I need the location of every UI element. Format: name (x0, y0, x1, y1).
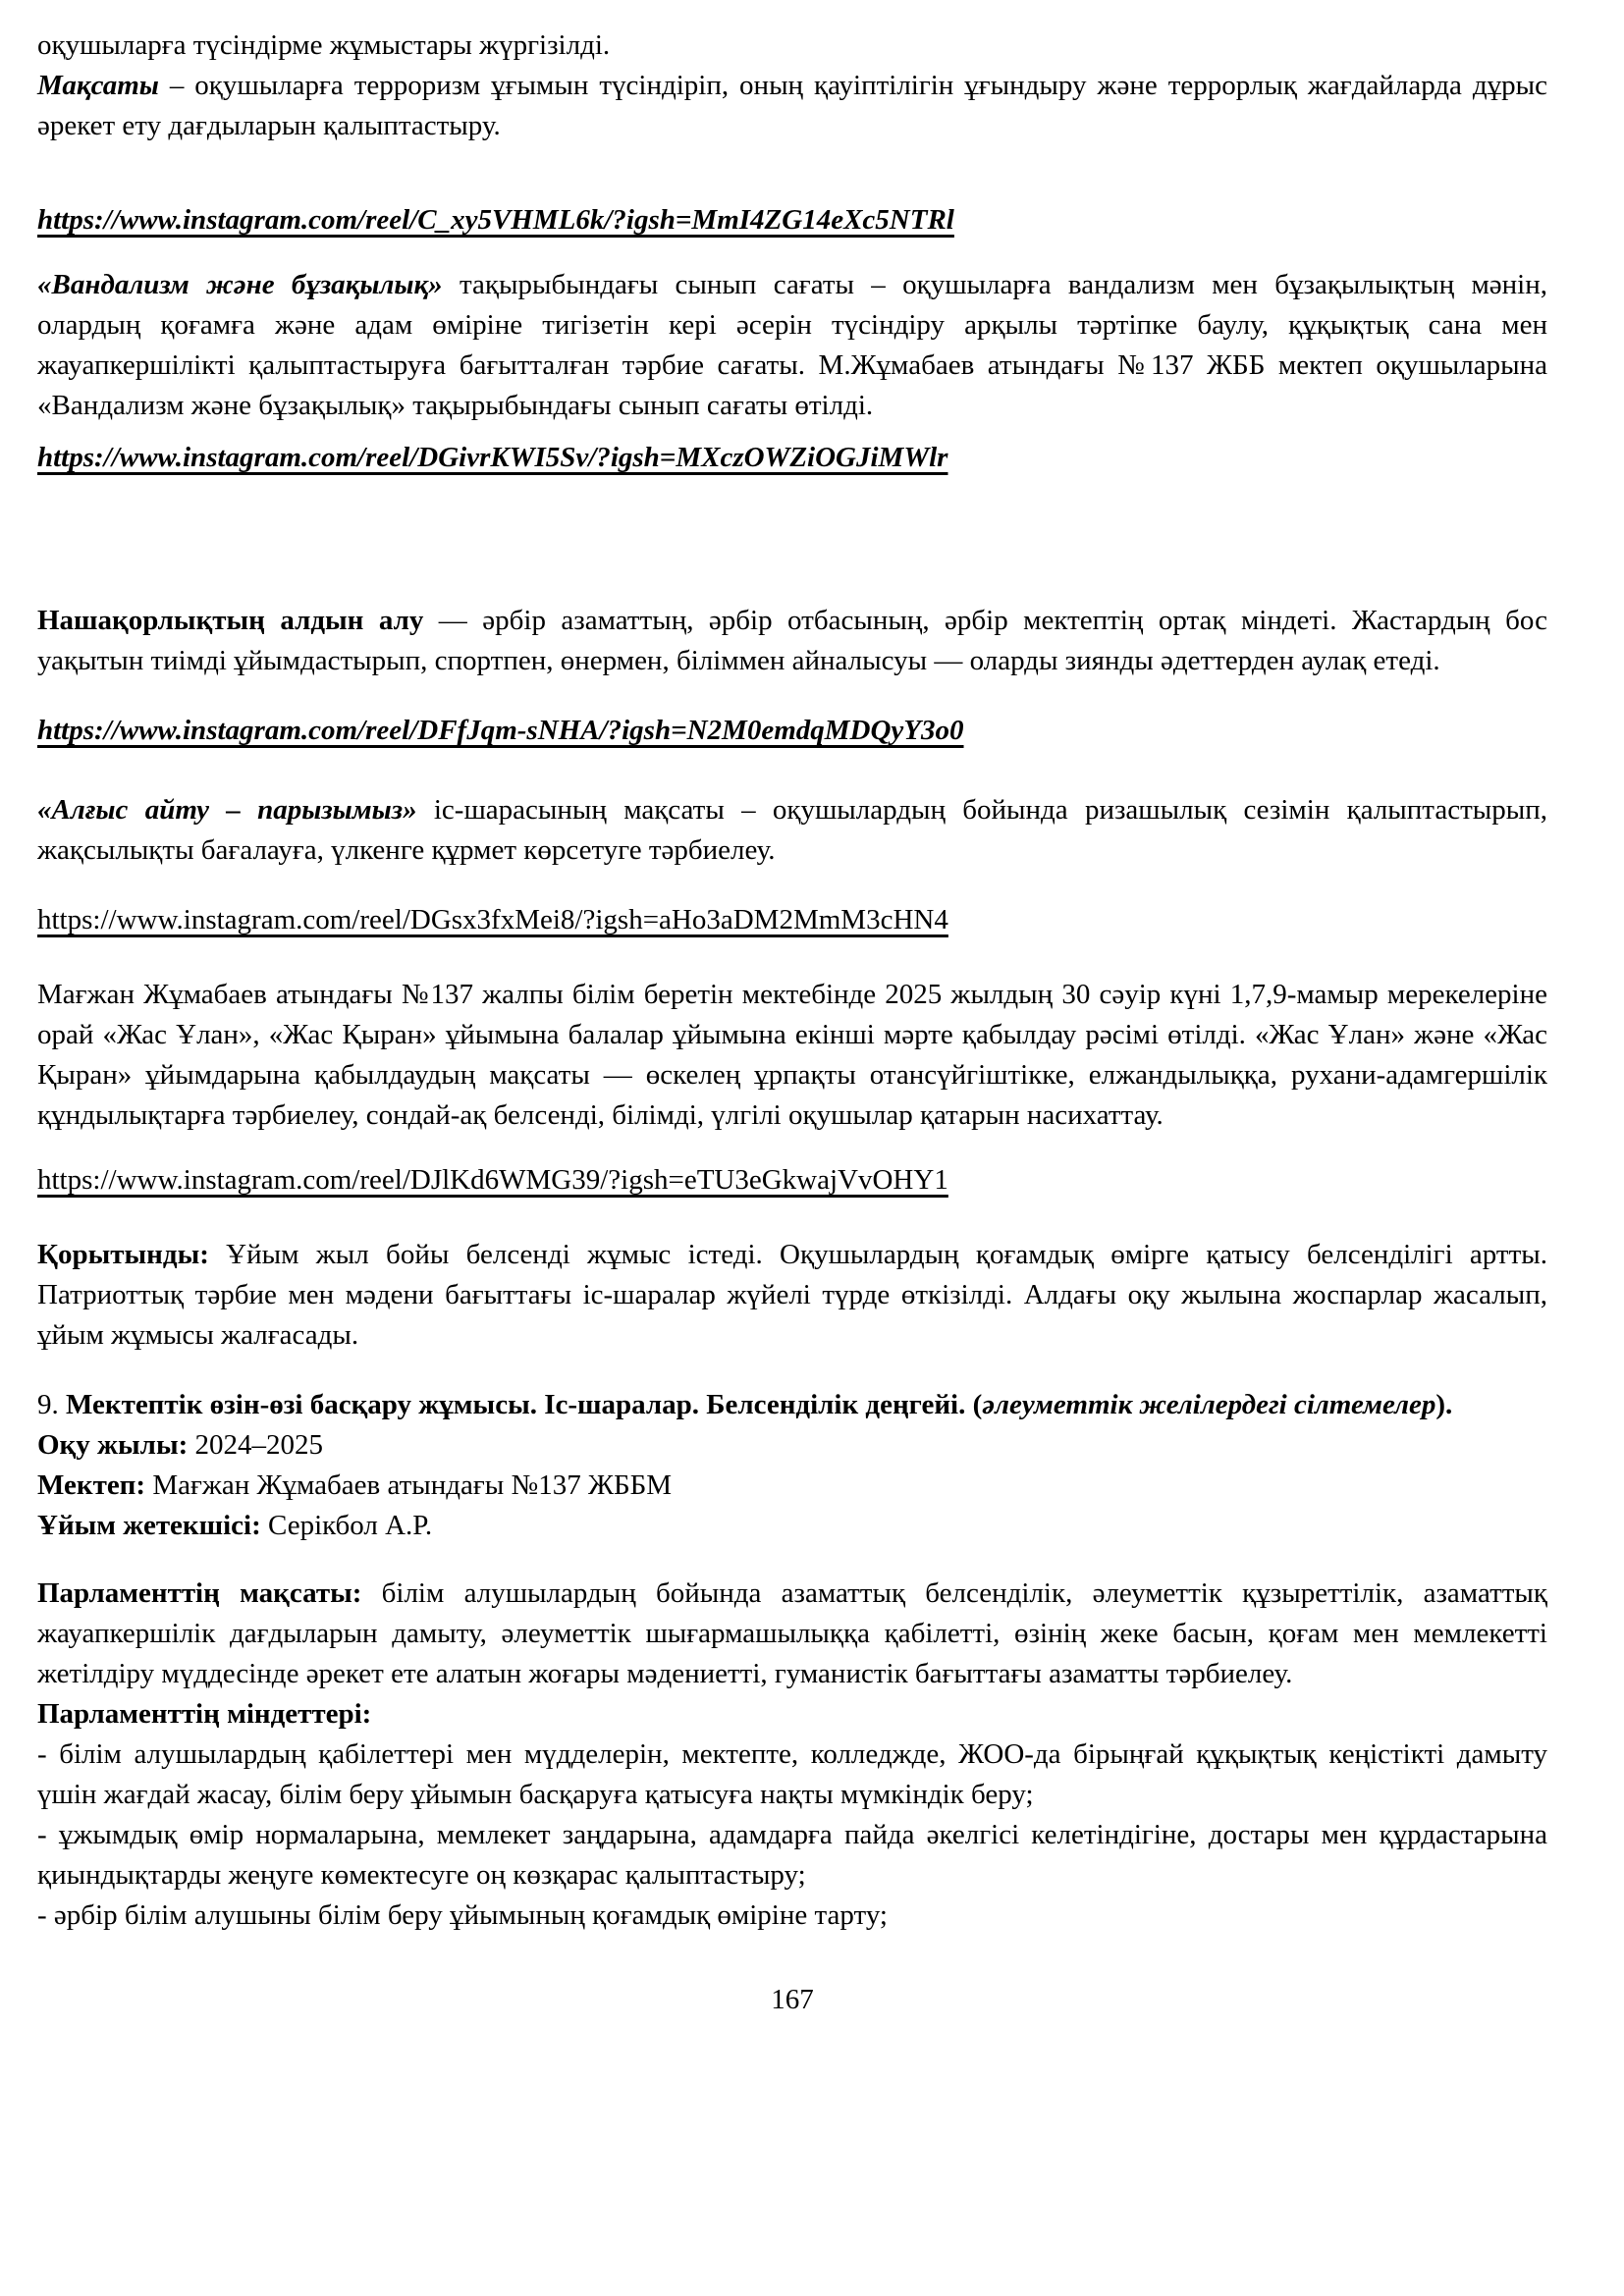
field-value: Мағжан Жұмабаев атындағы №137 ЖББМ (145, 1469, 673, 1501)
list-item (37, 1896, 1547, 1936)
paragraph-lead: Нашақорлықтың алдын алу (37, 605, 424, 636)
instagram-link[interactable]: https://www.instagram.com/reel/DGivrKWI5Sv/?igsh=MXczOWZiOGJiMWlr (37, 442, 948, 473)
paragraph-lead: Парламенттің міндеттері: (37, 1698, 372, 1730)
list-item (37, 1815, 1547, 1896)
text-segment: — әрбір азаматтың, әрбір отбасының, әрбір мектептің ортақ міндеті. Жастардың бос уақытын тиімді ұйымдастырып, спортпен, өнермен, біліммен айналысуы — оларды зиянды әдеттерден аулақ етеді. (37, 605, 1548, 676)
instagram-link[interactable]: https://www.instagram.com/reel/C_xy5VHML6k/?igsh=MmI4ZG14eXc5NTRl (37, 204, 954, 236)
paragraph-lead: Мақсаты (37, 70, 159, 101)
text-segment: - әрбір білім алушыны білім беру ұйымының қоғамдық өміріне тарту; (37, 1899, 888, 1931)
field-value: 2024–2025 (188, 1429, 324, 1461)
text-segment: - ұжымдық өмір нормаларына, мемлекет заңдарына, адамдарға пайда әкелгісі келетіндігіне, достары мен құрдастарына қиындықтарды жеңуге көмектесуге оң көзқарас қалыптастыру; (37, 1819, 1547, 1891)
section-heading-9 (37, 1385, 1547, 1425)
link-line (37, 711, 1547, 751)
field-school (37, 1466, 1547, 1506)
link-line (37, 900, 1547, 940)
section-title-close: ). (1435, 1389, 1453, 1420)
paragraph-lead: Парламенттің мақсаты: (37, 1577, 362, 1609)
instagram-link[interactable]: https://www.instagram.com/reel/DGsx3fxMei8/?igsh=aHo3aDM2MmM3cHN4 (37, 904, 948, 935)
link-line (37, 1160, 1547, 1201)
section-title-italic: әлеуметтік желілердегі сілтемелер (982, 1389, 1436, 1420)
field-label: Мектеп: (37, 1469, 146, 1501)
text-segment: – оқушыларға терроризм ұғымын түсіндіріп, оның қауіптілігін ұғындыру және террорлық жағдайларда дұрыс әрекет ету дағдыларын қалыптастыру. (37, 70, 1547, 141)
paragraph-continuation (37, 26, 1547, 66)
link-line (37, 438, 1547, 478)
instagram-link[interactable]: https://www.instagram.com/reel/DFfJqm-sNHA/?igsh=N2M0emdqMDQyY3o0 (37, 715, 964, 746)
text-segment: Мағжан Жұмабаев атындағы №137 жалпы білім беретін мектебінде 2025 жылдың 30 сәуір күні 1,7,9-мамыр мерекелеріне орай «Жас Ұлан», «Жас Қыран» ұйымына балалар ұйымына екінші мәрте қабылдау рәсімі өтілді. «Жас Ұлан» және «Жас Қыран» ұйымдарына қабылдаудың мақсаты — өскелең ұрпақты отансүйгіштікке, елжандылыққа, рухани-адамгершілік құндылықтарға тәрбиелеу, сондай-ақ белсенді, білімді, үлгілі оқушылар қатарын насихаттау. (37, 979, 1547, 1131)
field-label: Оқу жылы: (37, 1429, 189, 1461)
page-number: 167 (771, 1984, 814, 2015)
field-value: Серікбол А.Р. (260, 1510, 433, 1541)
paragraph-lead: Қорытынды: (37, 1239, 209, 1270)
field-leader (37, 1506, 1547, 1546)
paragraph-lead: «Вандализм және бұзақылық» (37, 269, 443, 300)
paragraph-parliament-goal (37, 1574, 1547, 1694)
paragraph-algys (37, 790, 1547, 871)
section-title: Мектептік өзін-өзі басқару жұмысы. Іс-шаралар. Белсенділік деңгейі. ( (66, 1389, 983, 1420)
text-segment: іс-шарасының мақсаты – оқушылардың бойында ризашылық сезімін қалыптастырып, жақсылықты бағалауға, үлкенге құрмет көрсетуге тәрбиелеу. (37, 794, 1547, 866)
paragraph-vandalism (37, 265, 1547, 426)
field-label: Ұйым жетекшісі: (37, 1510, 261, 1541)
text-segment: тақырыбындағы сынып сағаты – оқушыларға вандализм мен бұзақылықтың мәнін, олардың қоғамға және адам өміріне тигізетін кері әсерін түсіндіру арқылы тәртіпке баулу, құқықтық сана мен жауапкершілікті қалыптастыруға бағытталған тәрбие сағаты. М.Жұмабаев атындағы №137 ЖББ мектеп оқушыларына «Вандализм және бұзақылық» тақырыбындағы сынып сағаты өтілді. (37, 269, 1548, 421)
text-segment: Ұйым жыл бойы белсенді жұмыс істеді. Оқушылардың қоғамдық өмірге қатысу белсенділігі артты. Патриоттық тәрбие мен мәдени бағыттағы іс-шаралар жүйелі түрде өткізілді. Алдағы оқу жылына жоспарлар жасалып, ұйым жұмысы жалғасады. (37, 1239, 1547, 1351)
text-segment: - білім алушылардың қабілеттері мен мүдделерін, мектепте, колледжде, ЖОО-да бірыңғай құқықтық кеңістікті дамыту үшін жағдай жасау, білім беру ұйымын басқаруға қатысуға нақты мүмкіндік беру; (37, 1738, 1547, 1810)
paragraph-korytyndy (37, 1235, 1547, 1356)
paragraph-parliament-duties-heading (37, 1694, 1547, 1735)
text-segment: білім алушылардың бойында азаматтық белсенділік, әлеуметтік құзыреттілік, азаматтық жауапкершілік дағдыларын дамыту, әлеуметтік шығармашылыққа қабілетті, өзінің жеке басын, қоғам мен мемлекетті жетілдіру мүддесінде әрекет ете алатын жоғары мәдениетті, гуманистік бағыттағы азаматты тәрбиелеу. (37, 1577, 1548, 1689)
link-line (37, 200, 1547, 240)
section-number: 9. (37, 1389, 66, 1420)
paragraph-magzhan (37, 975, 1547, 1136)
paragraph-lead: «Алғыс айту – парызымыз» (37, 794, 417, 826)
text-segment: оқушыларға түсіндірме жұмыстары жүргізілді. (37, 29, 611, 61)
paragraph-maksaty (37, 66, 1547, 146)
list-item (37, 1735, 1547, 1815)
paragraph-nashakorlyk (37, 601, 1547, 681)
field-school-year (37, 1425, 1547, 1466)
instagram-link[interactable]: https://www.instagram.com/reel/DJlKd6WMG39/?igsh=eTU3eGkwajVvOHY1 (37, 1164, 948, 1196)
